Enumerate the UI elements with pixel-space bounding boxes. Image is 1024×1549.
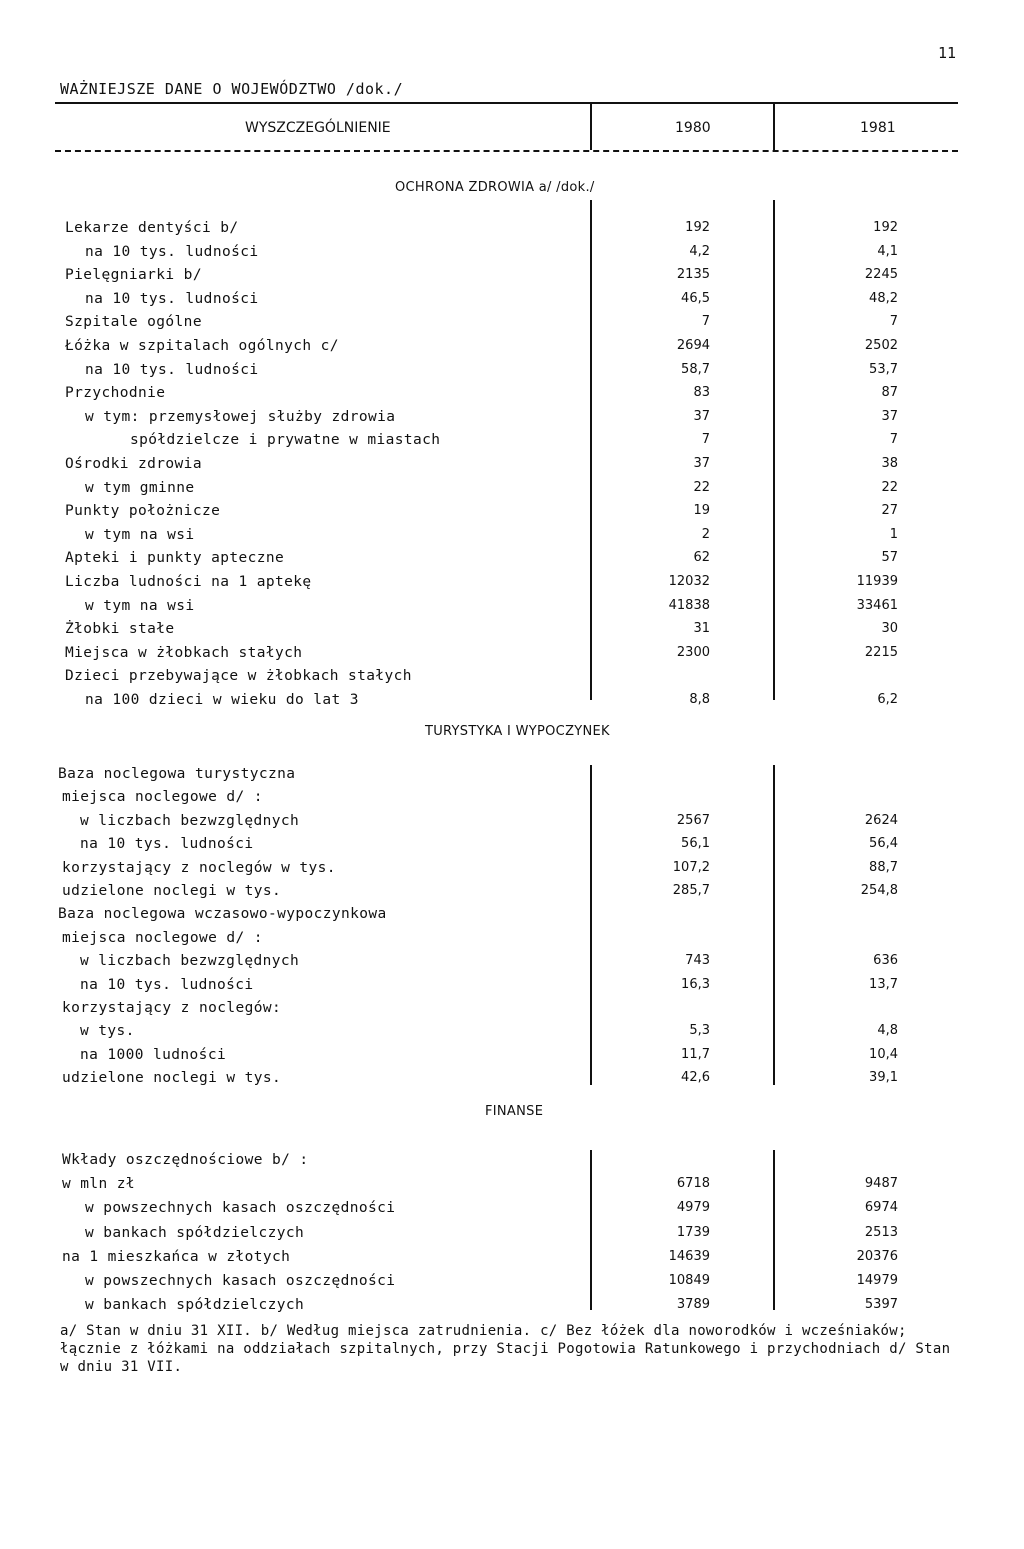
row-label: w tym gminne bbox=[85, 479, 195, 496]
value-1981: 2502 bbox=[864, 338, 898, 353]
row-label: Miejsca w żłobkach stałych bbox=[65, 644, 303, 661]
table-row bbox=[0, 1152, 1024, 1174]
value-1981: 39,1 bbox=[869, 1070, 898, 1086]
value-1981: 22 bbox=[881, 479, 898, 495]
row-label: na 10 tys. ludności bbox=[80, 976, 254, 993]
table-row bbox=[0, 244, 1024, 266]
table-row bbox=[0, 1249, 1024, 1271]
row-label: korzystający z noclegów: bbox=[62, 1000, 282, 1016]
table-row bbox=[0, 385, 1024, 407]
row-label: w tys. bbox=[80, 1023, 135, 1040]
table-row bbox=[0, 1000, 1024, 1022]
table-row bbox=[0, 1273, 1024, 1295]
value-1981: 88,7 bbox=[869, 859, 898, 875]
value-1981: 33461 bbox=[856, 597, 898, 613]
value-1980: 22 bbox=[693, 479, 710, 495]
value-1981: 254,8 bbox=[860, 883, 898, 898]
table-row bbox=[0, 1297, 1024, 1319]
table-row bbox=[0, 668, 1024, 690]
row-label: na 1000 ludności bbox=[80, 1046, 227, 1063]
row-label: w powszechnych kasach oszczędności bbox=[85, 1200, 396, 1217]
value-1981: 20376 bbox=[856, 1248, 898, 1264]
section-health-title: OCHRONA ZDROWIA a/ /dok./ bbox=[395, 180, 595, 195]
value-1980: 10849 bbox=[668, 1273, 710, 1288]
table-row bbox=[0, 1176, 1024, 1198]
row-label: Szpitale ogólne bbox=[65, 314, 202, 331]
value-1980: 2 bbox=[701, 526, 710, 542]
table-row bbox=[0, 766, 1024, 788]
value-1981: 6974 bbox=[864, 1200, 898, 1216]
value-1980: 42,6 bbox=[681, 1070, 710, 1086]
top-rule bbox=[55, 102, 958, 104]
table-row bbox=[0, 906, 1024, 928]
page-number: 11 bbox=[938, 44, 957, 62]
row-label: w tym: przemysłowej służby zdrowia bbox=[85, 408, 396, 425]
value-1980: 19 bbox=[693, 503, 710, 519]
row-label: Pielęgniarki b/ bbox=[65, 267, 202, 284]
row-label: na 10 tys. ludności bbox=[85, 361, 259, 378]
table-row bbox=[0, 860, 1024, 882]
value-1980: 3789 bbox=[676, 1297, 710, 1313]
value-1981: 636 bbox=[873, 953, 898, 969]
value-1981: 1 bbox=[889, 526, 898, 542]
value-1981: 7 bbox=[889, 314, 898, 330]
value-1980: 5,3 bbox=[689, 1023, 710, 1039]
row-label: w bankach spółdzielczych bbox=[85, 1297, 305, 1314]
table-row bbox=[0, 977, 1024, 999]
table-row bbox=[0, 1023, 1024, 1045]
row-label: na 100 dzieci w wieku do lat 3 bbox=[85, 692, 359, 708]
table-row bbox=[0, 930, 1024, 952]
row-label: Lekarze dentyści b/ bbox=[65, 220, 239, 236]
value-1980: 7 bbox=[701, 314, 710, 330]
table-row bbox=[0, 220, 1024, 242]
table-row bbox=[0, 789, 1024, 811]
value-1981: 10,4 bbox=[869, 1046, 898, 1062]
row-label: udzielone noclegi w tys. bbox=[62, 883, 282, 899]
column-header-1981: 1981 bbox=[860, 120, 896, 136]
value-1980: 62 bbox=[693, 550, 710, 566]
row-label: w mln zł bbox=[62, 1176, 136, 1193]
value-1980: 46,5 bbox=[681, 290, 710, 306]
section-tourism-title: TURYSTYKA I WYPOCZYNEK bbox=[425, 724, 610, 739]
column-header-1980: 1980 bbox=[675, 120, 711, 136]
table-row bbox=[0, 883, 1024, 905]
value-1981: 192 bbox=[873, 220, 898, 235]
value-1980: 14639 bbox=[668, 1248, 710, 1264]
row-label: Apteki i punkty apteczne bbox=[65, 550, 285, 567]
value-1980: 2694 bbox=[676, 338, 710, 353]
value-1980: 6718 bbox=[676, 1176, 710, 1192]
row-label: w powszechnych kasach oszczędności bbox=[85, 1273, 396, 1289]
page-header: WAŻNIEJSZE DANE O WOJEWÓDZTWO /dok./ bbox=[60, 80, 404, 98]
row-label: Żłobki stałe bbox=[65, 621, 175, 638]
value-1980: 107,2 bbox=[672, 859, 710, 875]
value-1980: 4979 bbox=[676, 1200, 710, 1216]
value-1981: 5397 bbox=[864, 1297, 898, 1313]
row-label: Wkłady oszczędnościowe b/ : bbox=[62, 1152, 309, 1168]
table-row bbox=[0, 813, 1024, 835]
header-divider-1 bbox=[590, 104, 592, 150]
value-1981: 2624 bbox=[864, 812, 898, 828]
table-row bbox=[0, 621, 1024, 643]
value-1981: 7 bbox=[889, 432, 898, 448]
value-1981: 13,7 bbox=[869, 976, 898, 992]
value-1981: 4,8 bbox=[877, 1023, 898, 1039]
row-label: Przychodnie bbox=[65, 385, 166, 402]
table-row bbox=[0, 267, 1024, 289]
value-1981: 57 bbox=[881, 550, 898, 566]
value-1980: 12032 bbox=[668, 574, 710, 589]
column-header-description: WYSZCZEGÓLNIENIE bbox=[245, 120, 391, 136]
value-1980: 285,7 bbox=[672, 883, 710, 898]
value-1980: 743 bbox=[685, 953, 710, 969]
value-1980: 56,1 bbox=[681, 836, 710, 852]
value-1980: 37 bbox=[693, 456, 710, 471]
row-label: Punkty położnicze bbox=[65, 503, 221, 520]
value-1981: 56,4 bbox=[869, 836, 898, 852]
value-1981: 30 bbox=[881, 621, 898, 637]
row-label: spółdzielcze i prywatne w miastach bbox=[130, 432, 441, 449]
value-1980: 58,7 bbox=[681, 361, 710, 377]
row-label: na 1 mieszkańca w złotych bbox=[62, 1248, 291, 1265]
header-divider-2 bbox=[773, 104, 775, 150]
value-1981: 37 bbox=[881, 408, 898, 424]
value-1980: 192 bbox=[685, 220, 710, 235]
table-row bbox=[0, 503, 1024, 525]
row-label: Ośrodki zdrowia bbox=[65, 456, 202, 472]
table-row bbox=[0, 550, 1024, 572]
value-1981: 6,2 bbox=[877, 692, 898, 707]
value-1980: 37 bbox=[693, 408, 710, 424]
table-row bbox=[0, 1070, 1024, 1092]
value-1980: 11,7 bbox=[681, 1046, 710, 1062]
row-label: w liczbach bezwzględnych bbox=[80, 812, 300, 829]
row-label: Liczba ludności na 1 aptekę bbox=[65, 574, 312, 590]
value-1980: 2567 bbox=[676, 812, 710, 828]
table-row bbox=[0, 527, 1024, 549]
table-row bbox=[0, 836, 1024, 858]
value-1980: 4,2 bbox=[689, 243, 710, 259]
value-1980: 7 bbox=[701, 432, 710, 448]
value-1981: 2245 bbox=[864, 267, 898, 283]
value-1981: 87 bbox=[881, 385, 898, 401]
table-row bbox=[0, 953, 1024, 975]
table-row bbox=[0, 314, 1024, 336]
header-bottom-rule bbox=[55, 150, 958, 152]
row-label: Dzieci przebywające w żłobkach stałych bbox=[65, 668, 412, 685]
table-row bbox=[0, 338, 1024, 360]
table-row bbox=[0, 1200, 1024, 1222]
table-row bbox=[0, 480, 1024, 502]
row-label: miejsca noclegowe d/ : bbox=[62, 929, 263, 946]
value-1981: 38 bbox=[881, 456, 898, 471]
table-row bbox=[0, 432, 1024, 454]
value-1981: 11939 bbox=[856, 574, 898, 589]
value-1981: 53,7 bbox=[869, 361, 898, 377]
value-1981: 14979 bbox=[856, 1273, 898, 1288]
table-row bbox=[0, 1047, 1024, 1069]
table-row bbox=[0, 291, 1024, 313]
value-1981: 27 bbox=[881, 503, 898, 519]
value-1980: 1739 bbox=[676, 1224, 710, 1240]
value-1980: 2135 bbox=[676, 267, 710, 283]
value-1981: 4,1 bbox=[877, 243, 898, 259]
row-label: w liczbach bezwzględnych bbox=[80, 953, 300, 970]
value-1980: 31 bbox=[693, 621, 710, 637]
value-1980: 2300 bbox=[676, 644, 710, 660]
table-row bbox=[0, 362, 1024, 384]
value-1980: 8,8 bbox=[689, 692, 710, 707]
table-row bbox=[0, 409, 1024, 431]
value-1981: 48,2 bbox=[869, 290, 898, 306]
table-row bbox=[0, 692, 1024, 714]
table-row bbox=[0, 574, 1024, 596]
row-label: na 10 tys. ludności bbox=[85, 243, 259, 260]
footnotes: a/ Stan w dniu 31 XII. b/ Według miejsca zatrudnienia. c/ Bez łóżek dla noworodków i wcześniaków; łącznie z łóżkami na oddziałach szpitalnych, przy Stacji Pogotowia Ratunkowego i przychodniach d/ Stan w dniu 31 VII. bbox=[60, 1323, 951, 1375]
row-label: na 10 tys. ludności bbox=[80, 836, 254, 853]
value-1980: 16,3 bbox=[681, 976, 710, 992]
value-1981: 9487 bbox=[864, 1176, 898, 1192]
row-label: korzystający z noclegów w tys. bbox=[62, 859, 336, 876]
row-label: miejsca noclegowe d/ : bbox=[62, 789, 263, 806]
value-1981: 2513 bbox=[864, 1224, 898, 1240]
row-label: w tym na wsi bbox=[85, 597, 195, 614]
section-finance-title: FINANSE bbox=[485, 1104, 544, 1119]
row-label: Łóżka w szpitalach ogólnych c/ bbox=[65, 338, 339, 354]
row-label: udzielone noclegi w tys. bbox=[62, 1070, 282, 1087]
table-row bbox=[0, 645, 1024, 667]
row-label: Baza noclegowa wczasowo-wypoczynkowa bbox=[58, 906, 387, 923]
value-1981: 2215 bbox=[864, 644, 898, 660]
value-1980: 41838 bbox=[668, 597, 710, 613]
table-row bbox=[0, 456, 1024, 478]
row-label: w tym na wsi bbox=[85, 526, 195, 543]
table-row bbox=[0, 1225, 1024, 1247]
row-label: Baza noclegowa turystyczna bbox=[58, 766, 296, 782]
value-1980: 83 bbox=[693, 385, 710, 401]
row-label: na 10 tys. ludności bbox=[85, 290, 259, 307]
row-label: w bankach spółdzielczych bbox=[85, 1224, 305, 1241]
table-row bbox=[0, 598, 1024, 620]
